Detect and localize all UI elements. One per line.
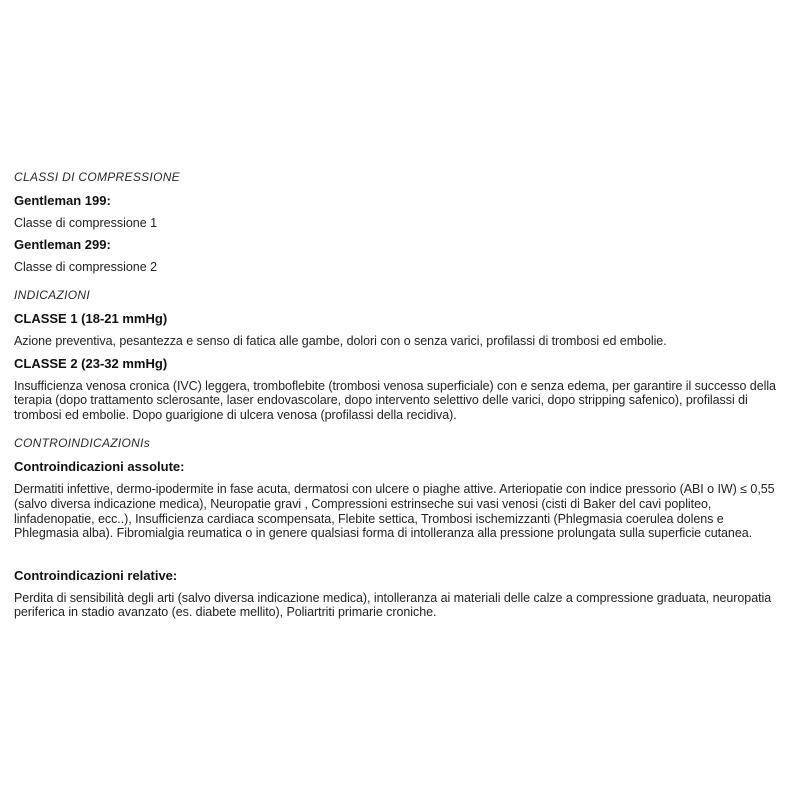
product-name-gentleman-199: Gentleman 199: (14, 193, 111, 208)
compression-classes-heading: CLASSI DI COMPRESSIONE (14, 170, 180, 184)
class-1-indications-text: Azione preventiva, pesantezza e senso di fatica alle gambe, dolori con o senza varici, profilassi di trombosi ed embolie. (14, 334, 667, 348)
class-2-indications-text: Insufficienza venosa cronica (IVC) leggera, tromboflebite (trombosi venosa superficiale) con e senza edema, per garantire il successo della terapia (dopo trattamento sclerosante, laser endovascolare, dopo intervento selettivo delle varici, dopo stripping safenico), profilassi di trombosi ed embolie. Dopo guarigione di ulcera venosa (profilassi della recidiva). (14, 378, 776, 422)
absolute-contraindications-title: Controindicazioni assolute: (14, 459, 185, 475)
class-2-title: CLASSE 2 (23-32 mmHg) (14, 355, 168, 371)
section-compression-classes (14, 170, 786, 274)
indications-heading: INDICAZIONI (14, 288, 90, 302)
class-1-title: CLASSE 1 (18-21 mmHg) (14, 311, 168, 326)
contraindications-heading: CONTROINDICAZIONIs (14, 436, 151, 451)
product-name-gentleman-299: Gentleman 299: (14, 237, 111, 252)
absolute-contraindications-text: Dermatiti infettive, dermo-ipodermite in fase acuta, dermatosi con ulcere o piaghe attive. Arteriopatie con indice pressorio (ABI o IW) ≤ 0,55 (salvo diversa indicazione medica), Neuropatie gravi , Compressioni estrinseche sui vasi venosi (cisti di Baker del cavi popliteo, linfadenopatie, ecc..), Insufficienza cardiaca scompensata, Flebite settica, Trombosi ischemizzanti (Phlegmasia coerulea dolens e Phlegmasia alba). Fibromialgia reumatica o in genere qualsiasi forma di intolleranza alla pressione prolungata sulla superficie cutanea. (14, 482, 775, 541)
compression-class-1-value: Classe di compressione 1 (14, 216, 158, 230)
compression-class-2-value: Classe di compressione 2 (14, 260, 158, 274)
relative-contraindications-title: Controindicazioni relative: (14, 567, 178, 583)
section-spacer (14, 549, 786, 555)
section-indications (14, 288, 786, 422)
section-contraindications (14, 436, 786, 620)
relative-contraindications-text: Perdita di sensibilità degli arti (salvo diversa indicazione medica), intolleranza ai materiali delle calze a compressione graduata, neuropatia periferica in stadio avanzato (es. diabete mellito), Poliartriti primarie croniche. (14, 590, 772, 620)
